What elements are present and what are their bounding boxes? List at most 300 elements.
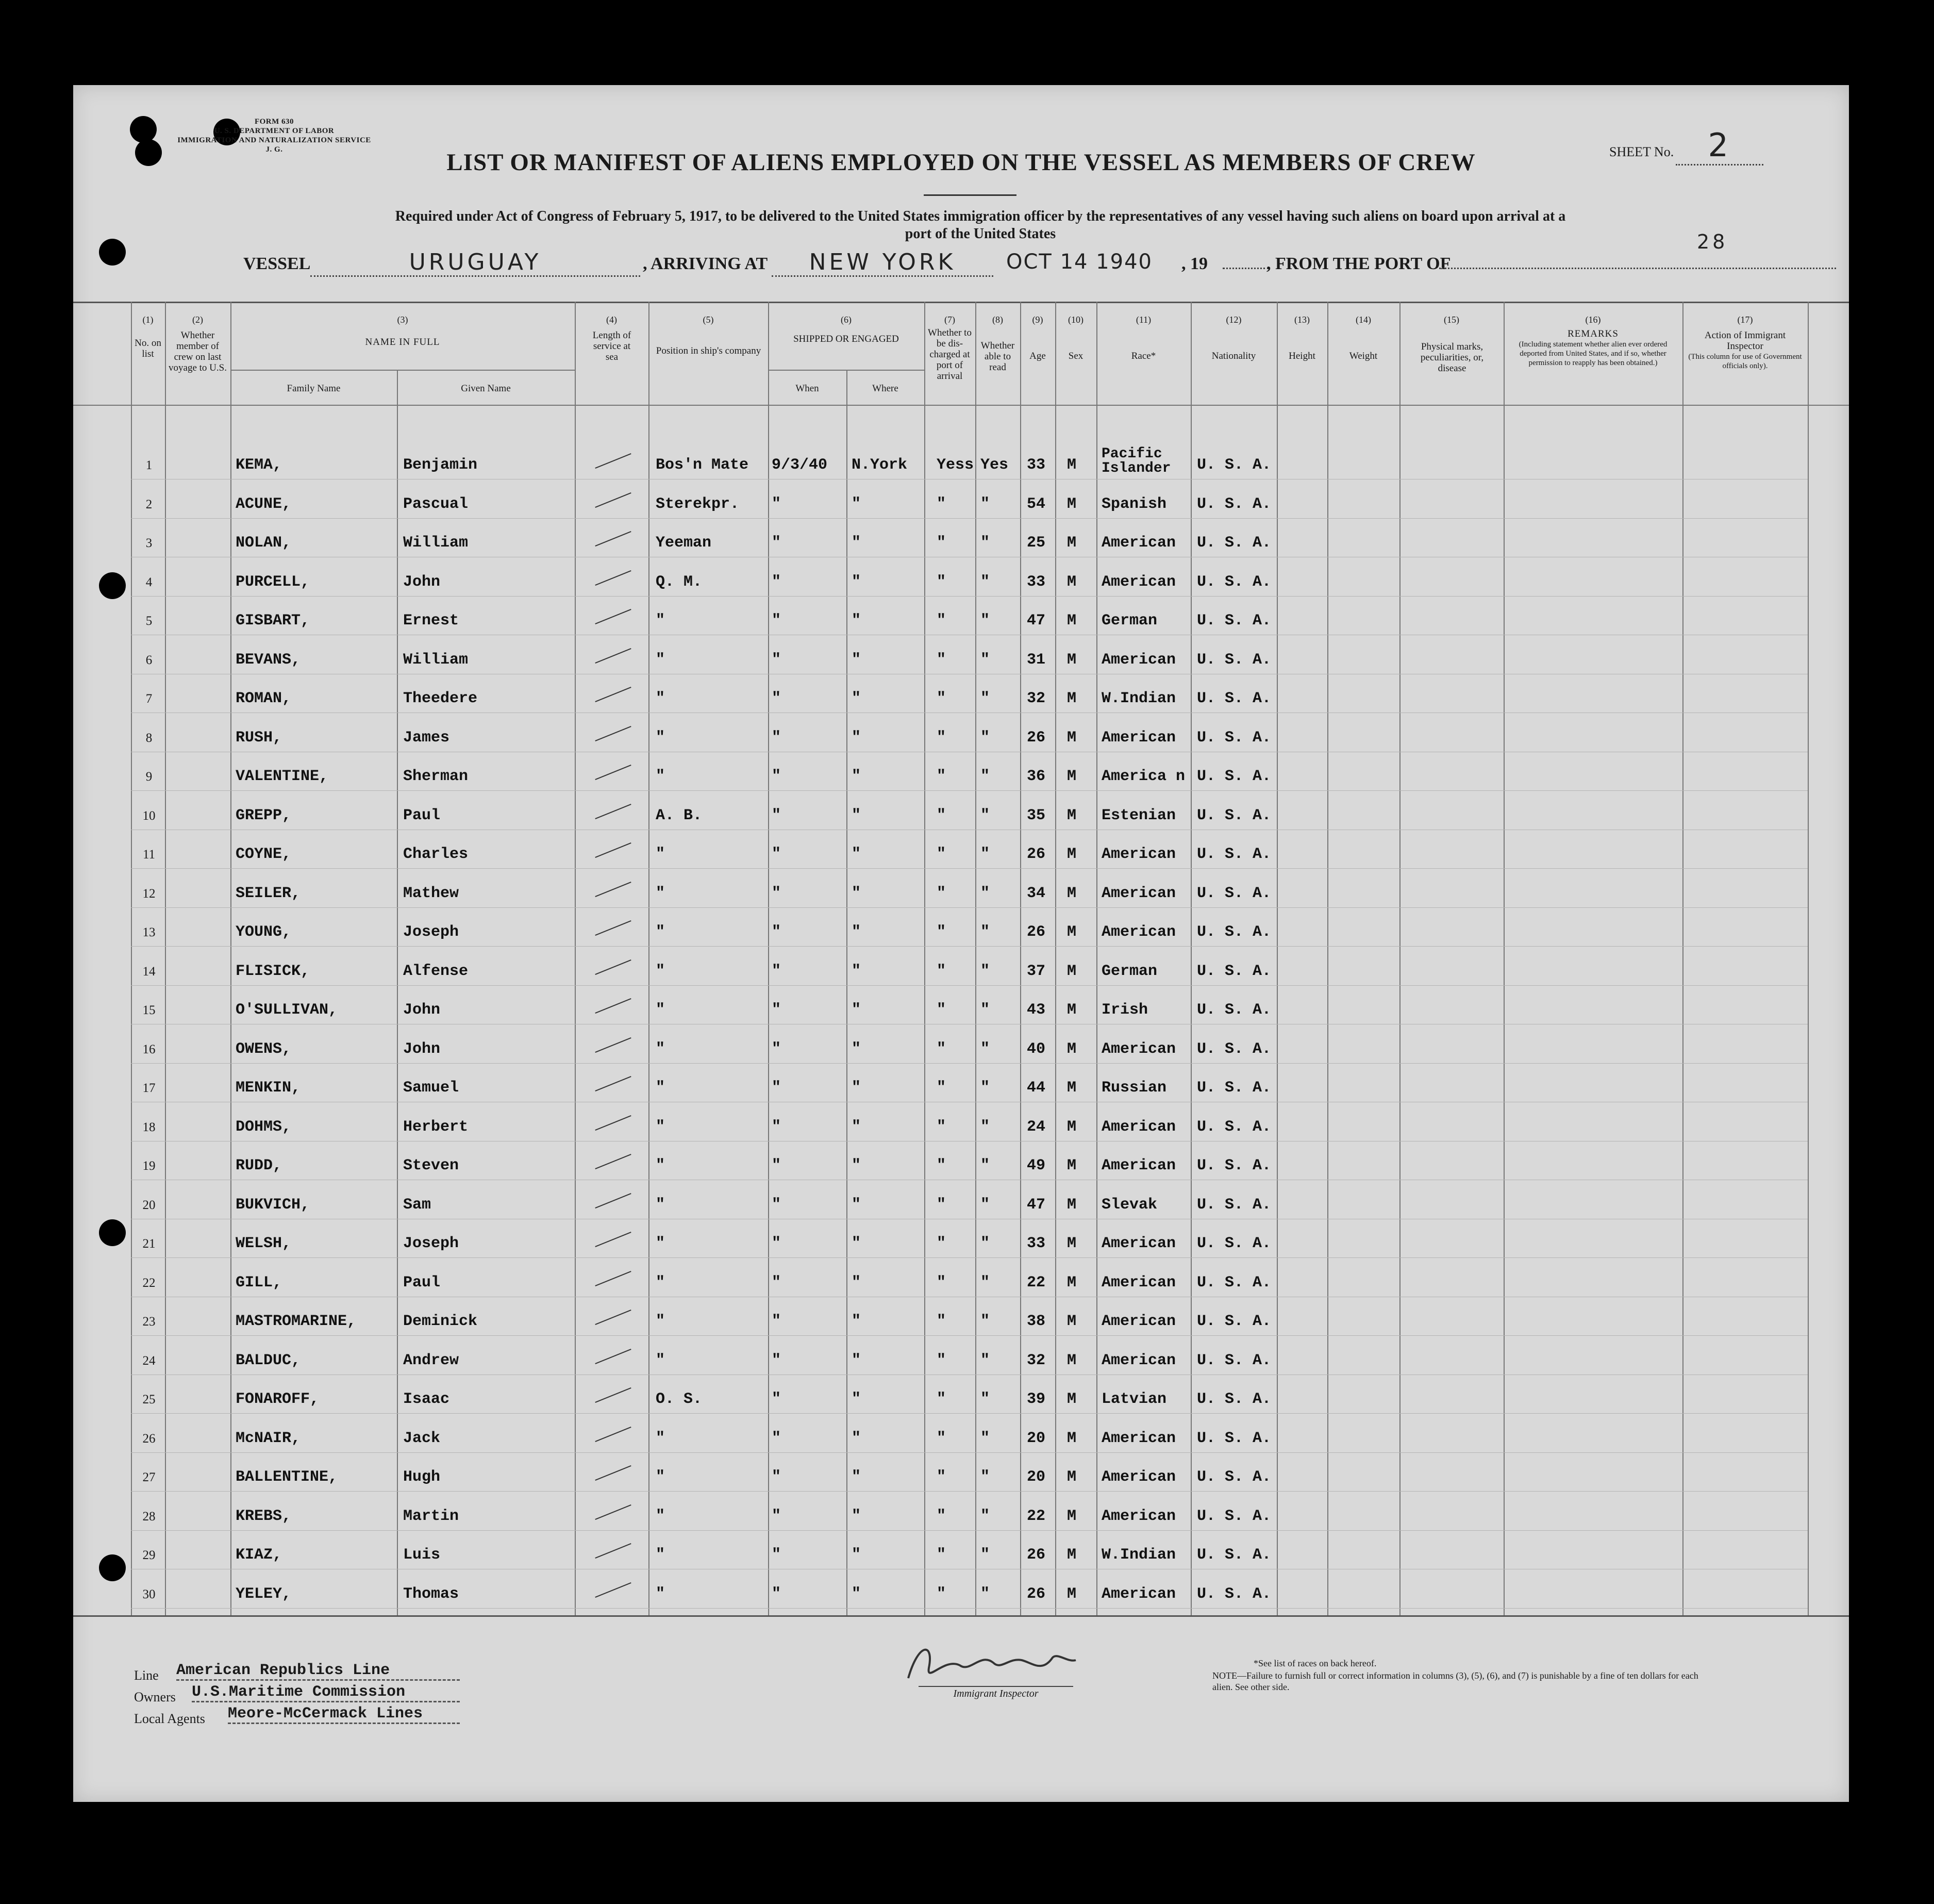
arrival-date-stamp: OCT 14 1940 bbox=[1006, 250, 1153, 274]
nationality-cell: U. S. A. bbox=[1197, 1157, 1272, 1174]
service-check-mark bbox=[595, 648, 631, 664]
row-number: 18 bbox=[142, 1120, 156, 1134]
punch-hole bbox=[99, 572, 126, 599]
discharged-cell: " bbox=[937, 1079, 946, 1097]
sex-cell: M bbox=[1067, 1118, 1077, 1136]
col-rule bbox=[575, 302, 576, 1615]
service-check-mark bbox=[595, 1076, 631, 1091]
age-cell: 26 bbox=[1027, 923, 1046, 941]
age-cell: 36 bbox=[1027, 768, 1046, 785]
col-number: (7) bbox=[944, 314, 955, 325]
nationality-cell: U. S. A. bbox=[1197, 1118, 1272, 1136]
shipped-where-cell: " bbox=[852, 495, 861, 513]
col-head-able-read: Whether able to read bbox=[980, 340, 1015, 373]
able-to-read-cell: " bbox=[980, 573, 990, 591]
row-guide-line bbox=[131, 518, 1808, 519]
row-guide-line bbox=[131, 985, 1808, 986]
age-cell: 33 bbox=[1027, 573, 1046, 591]
family-name-cell: KIAZ, bbox=[236, 1546, 282, 1564]
race-cell: American bbox=[1102, 1507, 1176, 1525]
shipped-where-cell: " bbox=[852, 1235, 861, 1252]
discharged-cell: " bbox=[937, 612, 946, 630]
nationality-cell: U. S. A. bbox=[1197, 1273, 1272, 1292]
age-cell: 44 bbox=[1027, 1079, 1046, 1097]
given-name-cell: Paul bbox=[403, 806, 441, 824]
shipped-when-cell: " bbox=[772, 1118, 781, 1136]
sex-cell: M bbox=[1067, 573, 1077, 591]
col-head-when: When bbox=[795, 383, 819, 394]
sex-cell: M bbox=[1067, 1196, 1077, 1214]
col-number: (14) bbox=[1356, 314, 1371, 325]
shipped-where-cell: " bbox=[852, 612, 861, 630]
sex-cell: M bbox=[1067, 923, 1077, 941]
col-rule bbox=[1277, 302, 1278, 1615]
service-check-mark bbox=[595, 531, 631, 547]
family-name-cell: KREBS, bbox=[236, 1507, 292, 1525]
manifest-sheet bbox=[73, 85, 1849, 1802]
row-guide-line bbox=[131, 1452, 1808, 1453]
discharged-cell: " bbox=[937, 1585, 946, 1603]
col-head-family-name: Family Name bbox=[287, 383, 341, 394]
table-top-rule bbox=[73, 302, 1849, 303]
col-rule bbox=[1191, 302, 1192, 1615]
sex-cell: M bbox=[1067, 690, 1077, 707]
col-head-last-voyage: Whether member of crew on last voyage to U.S. bbox=[169, 330, 227, 373]
position-cell: " bbox=[656, 1429, 665, 1447]
corner-mark: 28 bbox=[1697, 230, 1728, 253]
position-cell: Bos'n Mate bbox=[656, 456, 749, 474]
inspector-signature bbox=[898, 1637, 1083, 1694]
family-name-cell: VALENTINE, bbox=[236, 768, 329, 785]
race-cell: American bbox=[1102, 923, 1176, 941]
sex-cell: M bbox=[1067, 495, 1077, 513]
shipped-when-cell: " bbox=[772, 495, 781, 513]
given-name-cell: John bbox=[403, 1040, 441, 1058]
nationality-cell: U. S. A. bbox=[1197, 1313, 1272, 1330]
race-cell: Estenian bbox=[1102, 806, 1176, 824]
age-cell: 34 bbox=[1027, 884, 1046, 902]
shipped-when-cell: " bbox=[772, 729, 781, 747]
col-head-shipped: SHIPPED OR ENGAGED bbox=[793, 334, 899, 344]
shipped-when-cell: " bbox=[772, 884, 781, 902]
able-to-read-cell: " bbox=[980, 495, 990, 513]
family-name-cell: ACUNE, bbox=[236, 495, 292, 513]
line-label: Line bbox=[134, 1668, 159, 1683]
col-head-inspector-action: Action of Immigrant Inspector bbox=[1704, 330, 1786, 352]
position-cell: Sterekpr. bbox=[656, 495, 740, 513]
punch-hole bbox=[99, 1219, 126, 1246]
punch-hole bbox=[99, 239, 126, 266]
nationality-cell: U. S. A. bbox=[1197, 1196, 1272, 1214]
family-name-cell: NOLAN, bbox=[236, 534, 292, 552]
sex-cell: M bbox=[1067, 768, 1077, 785]
sex-cell: M bbox=[1067, 1273, 1077, 1292]
shipped-when-cell: " bbox=[772, 846, 781, 863]
age-cell: 20 bbox=[1027, 1429, 1046, 1447]
nationality-cell: U. S. A. bbox=[1197, 768, 1272, 785]
given-name-cell: Steven bbox=[403, 1157, 459, 1174]
row-number: 16 bbox=[142, 1042, 156, 1056]
shipped-when-cell: " bbox=[772, 1235, 781, 1252]
col-rule bbox=[1055, 302, 1056, 1615]
shipped-when-cell: " bbox=[772, 1468, 781, 1486]
row-guide-line bbox=[131, 1491, 1808, 1492]
able-to-read-cell: " bbox=[980, 846, 990, 863]
row-number: 1 bbox=[145, 458, 153, 472]
shipped-when-cell: " bbox=[772, 1546, 781, 1564]
service-check-mark bbox=[595, 1310, 631, 1325]
shipped-where-cell: " bbox=[852, 962, 861, 980]
shipped-when-cell: " bbox=[772, 1585, 781, 1603]
race-cell: American bbox=[1102, 1273, 1176, 1292]
shipped-where-cell: " bbox=[852, 1390, 861, 1408]
table-bottom-rule bbox=[73, 1615, 1849, 1617]
race-cell: American bbox=[1102, 729, 1176, 747]
punch-hole bbox=[99, 1554, 126, 1581]
able-to-read-cell: " bbox=[980, 1235, 990, 1252]
col-number: (4) bbox=[606, 314, 617, 325]
name-subhead-rule bbox=[230, 370, 575, 371]
sex-cell: M bbox=[1067, 1507, 1077, 1525]
sex-cell: M bbox=[1067, 1390, 1077, 1408]
shipped-where-cell: " bbox=[852, 1313, 861, 1330]
col-head-weight: Weight bbox=[1349, 351, 1378, 361]
col-number: (11) bbox=[1136, 314, 1152, 325]
sex-cell: M bbox=[1067, 962, 1077, 980]
col-head-sex: Sex bbox=[1068, 351, 1083, 361]
race-cell: American bbox=[1102, 1468, 1176, 1486]
nationality-cell: U. S. A. bbox=[1197, 612, 1272, 630]
shipped-when-cell: " bbox=[772, 1429, 781, 1447]
shipped-when-cell: " bbox=[772, 1351, 781, 1369]
given-name-cell: Isaac bbox=[403, 1390, 450, 1408]
service-check-mark bbox=[595, 920, 631, 936]
title-rule bbox=[924, 194, 1016, 196]
given-name-cell: Charles bbox=[403, 846, 469, 863]
requirement-line-1: Required under Act of Congress of February 5, 1917, to be delivered to the United States immigration officer by the representatives of any vessel having such aliens on board upon arrival at a bbox=[395, 208, 1566, 224]
nationality-cell: U. S. A. bbox=[1197, 729, 1272, 747]
age-cell: 43 bbox=[1027, 1001, 1046, 1019]
service-label: IMMIGRATION AND NATURALIZATION SERVICE bbox=[177, 136, 371, 144]
row-number: 8 bbox=[145, 731, 153, 745]
race-cell: Irish bbox=[1102, 1001, 1148, 1019]
given-name-cell: William bbox=[403, 651, 469, 669]
sex-cell: M bbox=[1067, 806, 1077, 824]
col-head-height: Height bbox=[1289, 351, 1315, 361]
shipped-when-cell: " bbox=[772, 962, 781, 980]
discharged-cell: " bbox=[937, 729, 946, 747]
requirement-line-2: port of the United States bbox=[905, 226, 1056, 242]
discharged-cell: " bbox=[937, 690, 946, 707]
sex-cell: M bbox=[1067, 729, 1077, 747]
service-check-mark bbox=[595, 765, 631, 780]
age-cell: 26 bbox=[1027, 846, 1046, 863]
vessel-label: VESSEL bbox=[243, 254, 311, 273]
shipped-when-cell: " bbox=[772, 1079, 781, 1097]
nationality-cell: U. S. A. bbox=[1197, 962, 1272, 980]
owners-value: U.S.Maritime Commission bbox=[192, 1683, 460, 1702]
shipped-when-cell: " bbox=[772, 1507, 781, 1525]
punch-hole bbox=[130, 116, 157, 143]
age-cell: 24 bbox=[1027, 1118, 1046, 1136]
family-name-cell: YOUNG, bbox=[236, 923, 292, 941]
sex-cell: M bbox=[1067, 884, 1077, 902]
discharged-cell: " bbox=[937, 1196, 946, 1214]
agents-label: Local Agents bbox=[134, 1711, 205, 1726]
discharged-cell: " bbox=[937, 806, 946, 824]
row-number: 20 bbox=[142, 1198, 156, 1212]
given-name-cell: James bbox=[403, 729, 450, 747]
service-check-mark bbox=[595, 1465, 631, 1481]
able-to-read-cell: " bbox=[980, 923, 990, 941]
age-cell: 37 bbox=[1027, 962, 1046, 980]
shipped-when-cell: " bbox=[772, 1313, 781, 1330]
row-number: 28 bbox=[142, 1509, 156, 1524]
arriving-label: , ARRIVING AT bbox=[643, 254, 768, 273]
col-rule bbox=[1682, 302, 1683, 1615]
col-head-remarks-note: (Including statement whether alien ever ordered deported from United States, and if so, whether permission to reapply has been obtained.) bbox=[1519, 340, 1668, 367]
sex-cell: M bbox=[1067, 846, 1077, 863]
shipped-where-cell: " bbox=[852, 923, 861, 941]
row-number: 7 bbox=[145, 692, 153, 706]
col-rule bbox=[924, 302, 925, 1615]
family-name-cell: FONAROFF, bbox=[236, 1390, 320, 1408]
row-guide-line bbox=[131, 1335, 1808, 1336]
shipped-when-cell: " bbox=[772, 1196, 781, 1214]
position-cell: A. B. bbox=[656, 806, 703, 824]
sex-cell: M bbox=[1067, 651, 1077, 669]
row-number: 27 bbox=[142, 1470, 156, 1484]
able-to-read-cell: " bbox=[980, 1429, 990, 1447]
department-label: U. S. DEPARTMENT OF LABOR bbox=[214, 127, 335, 135]
shipped-where-cell: " bbox=[852, 884, 861, 902]
col-number: (10) bbox=[1068, 314, 1083, 325]
given-name-cell: Joseph bbox=[403, 1235, 459, 1252]
shipped-where-cell: " bbox=[852, 768, 861, 785]
sex-cell: M bbox=[1067, 1468, 1077, 1486]
service-check-mark bbox=[595, 1271, 631, 1286]
shipped-when-cell: " bbox=[772, 1040, 781, 1058]
col-number: (2) bbox=[192, 314, 203, 325]
sex-cell: M bbox=[1067, 1546, 1077, 1564]
race-cell: Slevak bbox=[1102, 1196, 1158, 1214]
col-head-position: Position in ship's company bbox=[656, 345, 761, 356]
col-number: (12) bbox=[1226, 314, 1242, 325]
given-name-cell: Alfense bbox=[403, 962, 469, 980]
service-check-mark bbox=[595, 1232, 631, 1247]
col-head-inspector-note: (This column for use of Government officials only). bbox=[1688, 353, 1802, 370]
age-cell: 40 bbox=[1027, 1040, 1046, 1058]
row-number: 23 bbox=[142, 1315, 156, 1329]
position-cell: " bbox=[656, 729, 665, 747]
age-cell: 54 bbox=[1027, 495, 1046, 513]
race-cell: American bbox=[1102, 846, 1176, 863]
race-cell: American bbox=[1102, 1429, 1176, 1447]
race-cell: Latvian bbox=[1102, 1390, 1167, 1408]
service-check-mark bbox=[595, 1193, 631, 1208]
given-name-cell: Sam bbox=[403, 1196, 431, 1214]
row-number: 5 bbox=[145, 614, 153, 628]
age-cell: 49 bbox=[1027, 1157, 1046, 1174]
col-number: (17) bbox=[1737, 314, 1753, 325]
able-to-read-cell: " bbox=[980, 690, 990, 707]
from-port-blank bbox=[1439, 268, 1836, 269]
race-cell: American bbox=[1102, 1040, 1176, 1058]
service-check-mark bbox=[595, 882, 631, 897]
col-head-age: Age bbox=[1029, 351, 1046, 361]
given-name-cell: Hugh bbox=[403, 1468, 441, 1486]
year-label: , 19 bbox=[1181, 254, 1208, 273]
race-cell: American bbox=[1102, 1157, 1176, 1174]
family-name-cell: BALDUC, bbox=[236, 1351, 301, 1369]
able-to-read-cell: " bbox=[980, 1118, 990, 1136]
discharged-cell: " bbox=[937, 768, 946, 785]
race-cell: American bbox=[1102, 573, 1176, 591]
given-name-cell: Ernest bbox=[403, 612, 459, 630]
row-guide-line bbox=[131, 596, 1808, 597]
row-number: 14 bbox=[142, 964, 156, 979]
family-name-cell: O'SULLIVAN, bbox=[236, 1001, 338, 1019]
position-cell: " bbox=[656, 1196, 665, 1214]
row-number: 24 bbox=[142, 1353, 156, 1368]
sex-cell: M bbox=[1067, 1157, 1077, 1174]
nationality-cell: U. S. A. bbox=[1197, 1235, 1272, 1252]
shipped-when-cell: " bbox=[772, 1390, 781, 1408]
shipped-where-cell: " bbox=[852, 1507, 861, 1525]
given-name-cell: Jack bbox=[403, 1429, 441, 1447]
row-number: 10 bbox=[142, 808, 156, 823]
nationality-cell: U. S. A. bbox=[1197, 456, 1272, 474]
col-head-where: Where bbox=[872, 383, 898, 394]
family-name-cell: YELEY, bbox=[236, 1585, 292, 1603]
row-number: 9 bbox=[145, 770, 153, 784]
col-rule bbox=[1327, 302, 1328, 1615]
age-cell: 22 bbox=[1027, 1507, 1046, 1525]
discharged-cell: " bbox=[937, 962, 946, 980]
given-name-cell: Samuel bbox=[403, 1079, 459, 1097]
nationality-cell: U. S. A. bbox=[1197, 495, 1272, 513]
row-number: 17 bbox=[142, 1081, 156, 1095]
position-cell: " bbox=[656, 1118, 665, 1136]
service-check-mark bbox=[595, 959, 631, 975]
sex-cell: M bbox=[1067, 456, 1077, 474]
family-name-cell: BEVANS, bbox=[236, 651, 301, 669]
discharged-cell: " bbox=[937, 1507, 946, 1525]
able-to-read-cell: " bbox=[980, 1079, 990, 1097]
able-to-read-cell: " bbox=[980, 1157, 990, 1174]
age-cell: 31 bbox=[1027, 651, 1046, 669]
shipped-where-cell: " bbox=[852, 1273, 861, 1292]
nationality-cell: U. S. A. bbox=[1197, 923, 1272, 941]
nationality-cell: U. S. A. bbox=[1197, 1001, 1272, 1019]
row-number: 30 bbox=[142, 1587, 156, 1601]
row-guide-line bbox=[131, 1257, 1808, 1258]
sex-cell: M bbox=[1067, 1429, 1077, 1447]
shipped-where-cell: " bbox=[852, 1429, 861, 1447]
row-guide-line bbox=[131, 907, 1808, 908]
year-blank bbox=[1223, 268, 1269, 269]
position-cell: " bbox=[656, 1313, 665, 1330]
penalty-note: NOTE—Failure to furnish full or correct information in columns (3), (5), (6), and (7) is punishable by a fine of ten dollars for each alien. See other side. bbox=[1212, 1670, 1698, 1692]
discharged-cell: " bbox=[937, 651, 946, 669]
nationality-cell: U. S. A. bbox=[1197, 1468, 1272, 1486]
shipped-where-cell: " bbox=[852, 1079, 861, 1097]
service-check-mark bbox=[595, 570, 631, 586]
family-name-cell: RUSH, bbox=[236, 729, 282, 747]
shipped-when-cell: 9/3/40 bbox=[772, 456, 828, 474]
able-to-read-cell: " bbox=[980, 1351, 990, 1369]
sex-cell: M bbox=[1067, 1351, 1077, 1369]
given-name-cell: Theedere bbox=[403, 690, 478, 707]
position-cell: " bbox=[656, 1273, 665, 1292]
owners-label: Owners bbox=[134, 1690, 176, 1704]
age-cell: 26 bbox=[1027, 1546, 1046, 1564]
col-head-race: Race* bbox=[1131, 351, 1156, 361]
race-cell: W.Indian bbox=[1102, 690, 1176, 707]
position-cell: " bbox=[656, 768, 665, 785]
race-cell: American bbox=[1102, 651, 1176, 669]
sex-cell: M bbox=[1067, 1585, 1077, 1603]
family-name-cell: BALLENTINE, bbox=[236, 1468, 338, 1486]
position-cell: " bbox=[656, 1079, 665, 1097]
service-check-mark bbox=[595, 1427, 631, 1442]
given-name-cell: John bbox=[403, 1001, 441, 1019]
age-cell: 47 bbox=[1027, 612, 1046, 630]
able-to-read-cell: " bbox=[980, 1585, 990, 1603]
race-cell: Spanish bbox=[1102, 495, 1167, 513]
able-to-read-cell: " bbox=[980, 1001, 990, 1019]
col-head-no: No. on list bbox=[135, 338, 161, 359]
given-name-cell: Paul bbox=[403, 1273, 441, 1292]
discharged-cell: " bbox=[937, 1429, 946, 1447]
row-number: 15 bbox=[142, 1003, 156, 1017]
col-number: (15) bbox=[1444, 314, 1459, 325]
nationality-cell: U. S. A. bbox=[1197, 651, 1272, 669]
row-number: 22 bbox=[142, 1276, 156, 1290]
row-number: 4 bbox=[145, 575, 153, 589]
col-number: (9) bbox=[1032, 314, 1043, 325]
position-cell: O. S. bbox=[656, 1390, 703, 1408]
given-name-cell: Benjamin bbox=[403, 456, 478, 474]
position-cell: " bbox=[656, 651, 665, 669]
family-name-cell: RUDD, bbox=[236, 1157, 282, 1174]
nationality-cell: U. S. A. bbox=[1197, 1390, 1272, 1408]
col-rule bbox=[975, 302, 976, 1615]
nationality-cell: U. S. A. bbox=[1197, 1429, 1272, 1447]
shipped-when-cell: " bbox=[772, 534, 781, 552]
shipped-when-cell: " bbox=[772, 690, 781, 707]
age-cell: 35 bbox=[1027, 806, 1046, 824]
row-number: 29 bbox=[142, 1548, 156, 1562]
sheet-number: 2 bbox=[1676, 126, 1763, 165]
shipped-where-cell: " bbox=[852, 690, 861, 707]
col-head-discharged: Whether to be dis-charged at port of arrival bbox=[928, 327, 972, 382]
discharged-cell: " bbox=[937, 1468, 946, 1486]
position-cell: " bbox=[656, 884, 665, 902]
header-bottom-rule bbox=[73, 405, 1849, 406]
nationality-cell: U. S. A. bbox=[1197, 534, 1272, 552]
shipped-when-cell: " bbox=[772, 1157, 781, 1174]
discharged-cell: " bbox=[937, 1001, 946, 1019]
arrival-port: NEW YORK bbox=[772, 249, 993, 277]
col-head-given-name: Given Name bbox=[461, 383, 511, 394]
discharged-cell: " bbox=[937, 495, 946, 513]
given-name-cell: John bbox=[403, 573, 441, 591]
position-cell: " bbox=[656, 1001, 665, 1019]
race-cell: Russian bbox=[1102, 1079, 1167, 1097]
manifest-title: LIST OR MANIFEST OF ALIENS EMPLOYED ON THE VESSEL AS MEMBERS OF CREW bbox=[446, 149, 1476, 176]
race-cell: American bbox=[1102, 534, 1176, 552]
